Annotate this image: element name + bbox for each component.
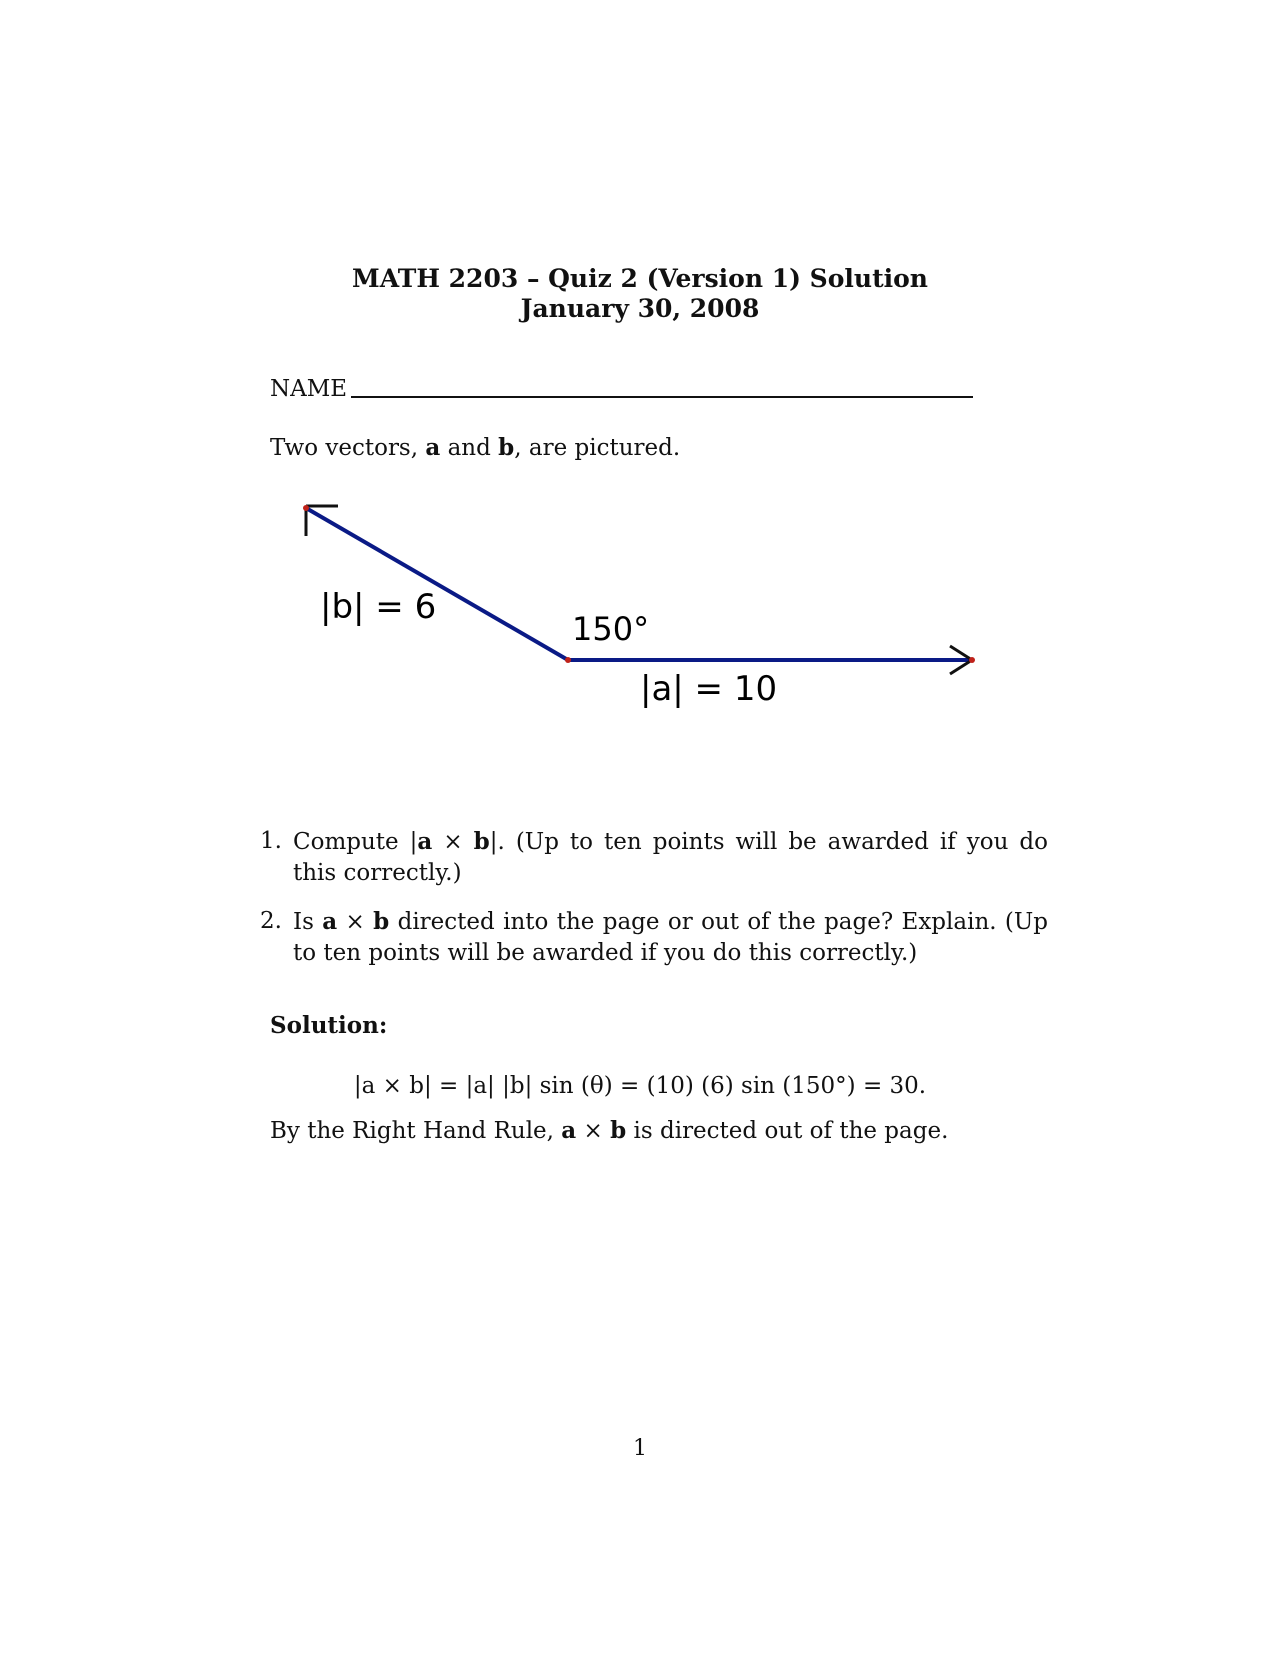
quiz-date: January 30, 2008: [520, 294, 760, 323]
angle-label: 150°: [572, 610, 650, 648]
vector-b: [306, 508, 568, 660]
question-number: 2.: [260, 908, 282, 934]
page-number: 1: [633, 1436, 647, 1461]
question-text: Is a × b directed into the page or out of the page? Explain. (Up to ten points will be awarded if you do this correctly.): [293, 908, 1048, 966]
solution-formula: |a × b| = |a| |b| sin (θ) = (10) (6) sin (150°) = 30.: [353, 1073, 927, 1099]
question-number: 1.: [260, 828, 282, 854]
b-tip-point: [303, 505, 309, 511]
b-magnitude-label: |b| = 6: [320, 587, 437, 627]
vector-diagram: [0, 0, 1280, 760]
a-magnitude-label: |a| = 10: [640, 669, 778, 709]
name-label: NAME: [270, 376, 348, 402]
solution-heading: Solution:: [270, 1012, 388, 1039]
quiz-title: MATH 2203 – Quiz 2 (Version 1) Solution: [352, 264, 928, 293]
origin-point: [565, 657, 571, 663]
intro-text: Two vectors, a and b, are pictured.: [270, 434, 681, 461]
solution-conclusion: By the Right Hand Rule, a × b is directed out of the page.: [270, 1117, 949, 1144]
a-tip-point: [969, 657, 975, 663]
question-text: Compute |a × b|. (Up to ten points will be awarded if you do this correctly.): [293, 828, 1048, 886]
